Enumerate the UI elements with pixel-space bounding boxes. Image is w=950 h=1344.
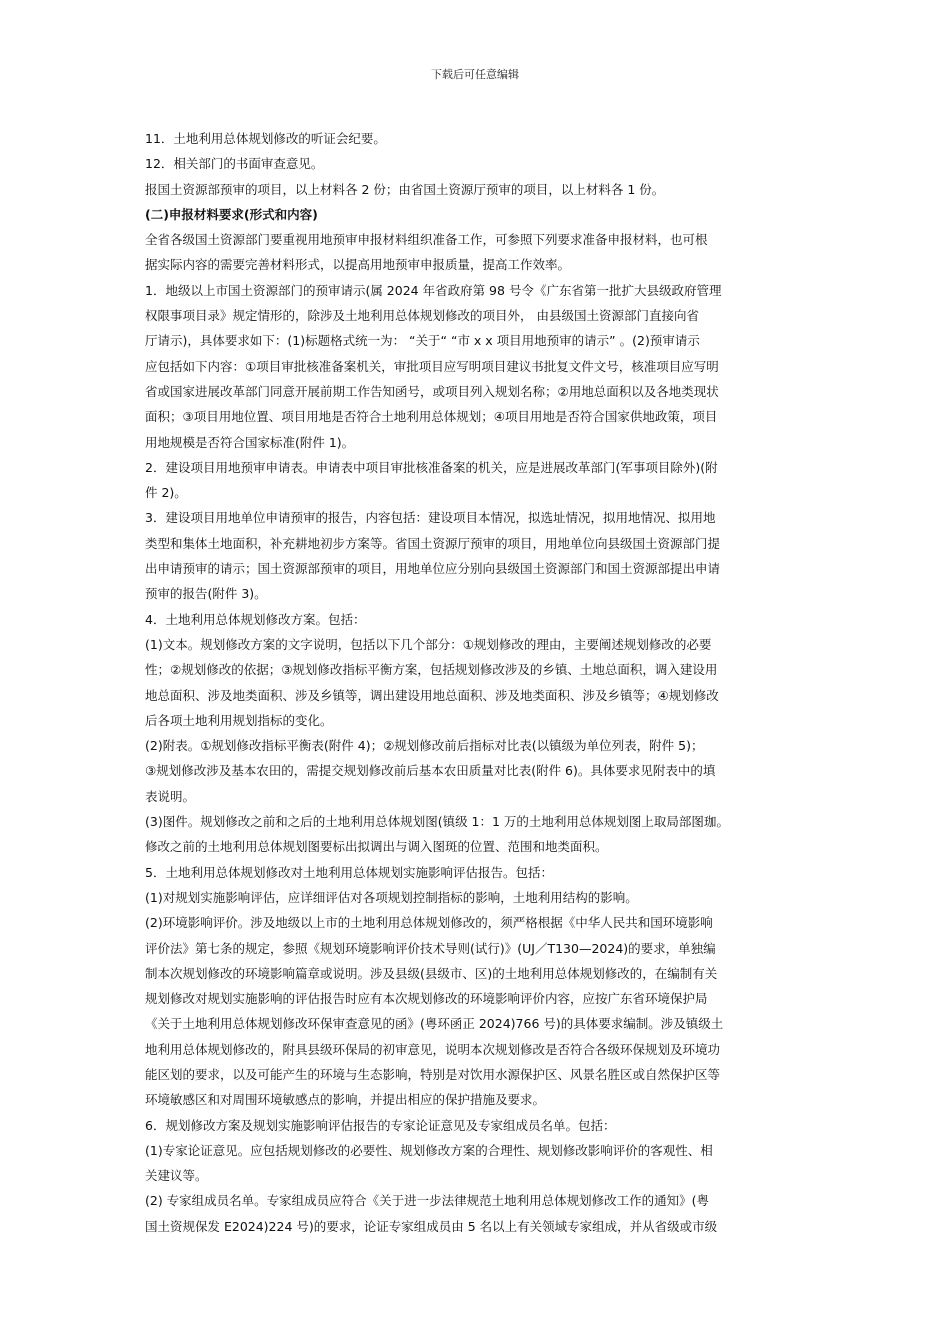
text-line: 评价法》第七条的规定，参照《规划环境影响评价技术导则(试行)》(UJ／T130—2024)的要求，单独编 [145, 940, 716, 956]
text-line: 环境敏感区和对周围环境敏感点的影响，并提出相应的保护措施及要求。 [145, 1092, 546, 1108]
text-line: 地总面积、涉及地类面积、涉及乡镇等，调出建设用地总面积、涉及地类面积、涉及乡镇等；④规划修改 [145, 687, 719, 703]
page-header: 下载后可任意编辑 [431, 68, 519, 81]
text-line: 规划修改对规划实施影响的评估报告时应有本次规划修改的环境影响评价内容，应按广东省环境保护局 [145, 991, 708, 1007]
text-line: 关建议等。 [145, 1168, 208, 1184]
section-heading: (二)申报材料要求(形式和内容) [145, 206, 318, 222]
document-body [145, 126, 815, 1239]
text-line: (3)图件。规划修改之前和之后的土地利用总体规划图(镇级 1：1 万的土地利用总体规划图上取局部图珈。 [145, 814, 729, 830]
text-line: 5．土地利用总体规划修改对土地利用总体规划实施影响评估报告。包括： [145, 864, 553, 880]
text-line: 件 2)。 [145, 485, 187, 501]
text-line: (2)附表。①规划修改指标平衡表(附件 4)；②规划修改前后指标对比表(以镇级为单位列表，附件 5)； [145, 738, 704, 754]
text-line: (2) 专家组成员名单。专家组成员应符合《关于进一步法律规范土地利用总体规划修改工作的通知》(粤 [145, 1193, 710, 1209]
text-line: 厅请示)，具体要求如下：(1)标题格式统一为： “关于“ “市 x x 项目用地预审的请示” 。(2)预审请示 [145, 333, 700, 349]
text-line: 能区划的要求，以及可能产生的环境与生态影响，特别是对饮用水源保护区、风景名胜区或自然保护区等 [145, 1066, 721, 1082]
text-line: 出申请预审的请示；国土资源部预审的项目，用地单位应分别向县级国土资源部门和国土资源部提出申请 [145, 561, 721, 577]
text-line: (1)文本。规划修改方案的文字说明，包括以下几个部分：①规划修改的理由，主要阐述规划修改的必要 [145, 636, 712, 652]
text-line: 表说明。 [145, 788, 196, 804]
text-line: (2)环境影响评价。涉及地级以上市的土地利用总体规划修改的，须严格根据《中华人民共和国环境影响 [145, 915, 713, 931]
text-line: 预审的报告(附件 3)。 [145, 586, 267, 602]
text-line: 用地规模是否符合国家标准(附件 1)。 [145, 434, 355, 450]
text-line: 修改之前的土地利用总体规划图要标出拟调出与调入图斑的位置、范围和地类面积。 [145, 839, 608, 855]
text-line: 2．建设项目用地预审申请表。申请表中项目审批核准备案的机关，应是进展改革部门(军事项目除外)(附 [145, 459, 718, 475]
text-line: 性；②规划修改的依据；③规划修改指标平衡方案，包括规划修改涉及的乡镇、土地总面积，调入建设用 [145, 662, 718, 678]
text-line: 1．地级以上市国土资源部门的预审请示(属 2024 年省政府第 98 号令《广东省第一批扩大县级政府管理 [145, 282, 722, 298]
text-line: 报国土资源部预审的项目，以上材料各 2 份；由省国土资源厅预审的项目，以上材料各 1 份。 [145, 181, 665, 197]
text-line: 《关于土地利用总体规划修改环保审查意见的函》(粤环函正 2024)766 号)的具体要求编制。涉及镇级土 [145, 1016, 724, 1032]
text-line: (1)对规划实施影响评估，应详细评估对各项规划控制指标的影响，土地利用结构的影响。 [145, 889, 638, 905]
text-line: 6．规划修改方案及规划实施影响评估报告的专家论证意见及专家组成员名单。包括： [145, 1117, 616, 1133]
text-line: (1)专家论证意见。应包括规划修改的必要性、规划修改方案的合理性、规划修改影响评价的客观性、相 [145, 1142, 713, 1158]
text-line: 权限事项目录》规定情形的，除涉及土地利用总体规划修改的项目外， 由县级国土资源部门直接向省 [145, 308, 699, 324]
text-line: 3．建设项目用地单位申请预审的报告，内容包括：建设项目本情况，拟选址情况，拟用地情况、拟用地 [145, 510, 716, 526]
text-line: 11．土地利用总体规划修改的听证会纪要。 [145, 131, 386, 146]
text-line: 据实际内容的需要完善材料形式，以提高用地预审申报质量，提高工作效率。 [145, 257, 571, 273]
text-line: 12．相关部门的书面审查意见。 [145, 156, 324, 172]
text-line: 地利用总体规划修改的，附具县级环保局的初审意见，说明本次规划修改是否符合各级环保规划及环境功 [145, 1041, 721, 1057]
text-line: 类型和集体土地面积，补充耕地初步方案等。省国土资源厅预审的项目，用地单位向县级国土资源部门提 [145, 535, 721, 551]
text-line: 省或国家进展改革部门同意开展前期工作告知函号，或项目列入规划名称；②用地总面积以及各地类现状 [145, 383, 719, 399]
text-line: 4．土地利用总体规划修改方案。包括： [145, 611, 366, 627]
text-line: 全省各级国土资源部门要重视用地预审申报材料组织准备工作，可参照下列要求准备申报材料，也可根 [145, 232, 708, 248]
text-line: 应包括如下内容：①项目审批核准备案机关，审批项目应写明项目建议书批复文件文号，核准项目应写明 [145, 358, 719, 374]
text-line: 制本次规划修改的环境影响篇章或说明。涉及县级(县级市、区)的土地利用总体规划修改的，在编制有关 [145, 965, 718, 981]
text-line: 后各项土地利用规划指标的变化。 [145, 712, 333, 728]
text-line: 国土资规保发 E2024)224 号)的要求，论证专家组成员由 5 名以上有关领域专家组成，并从省级或市级 [145, 1218, 718, 1234]
text-line: ③规划修改涉及基本农田的，需提交规划修改前后基本农田质量对比表(附件 6)。具体要求见附表中的填 [145, 763, 716, 779]
text-line: 面积；③项目用地位置、项目用地是否符合土地利用总体规划；④项目用地是否符合国家供地政策，项目 [145, 409, 718, 425]
